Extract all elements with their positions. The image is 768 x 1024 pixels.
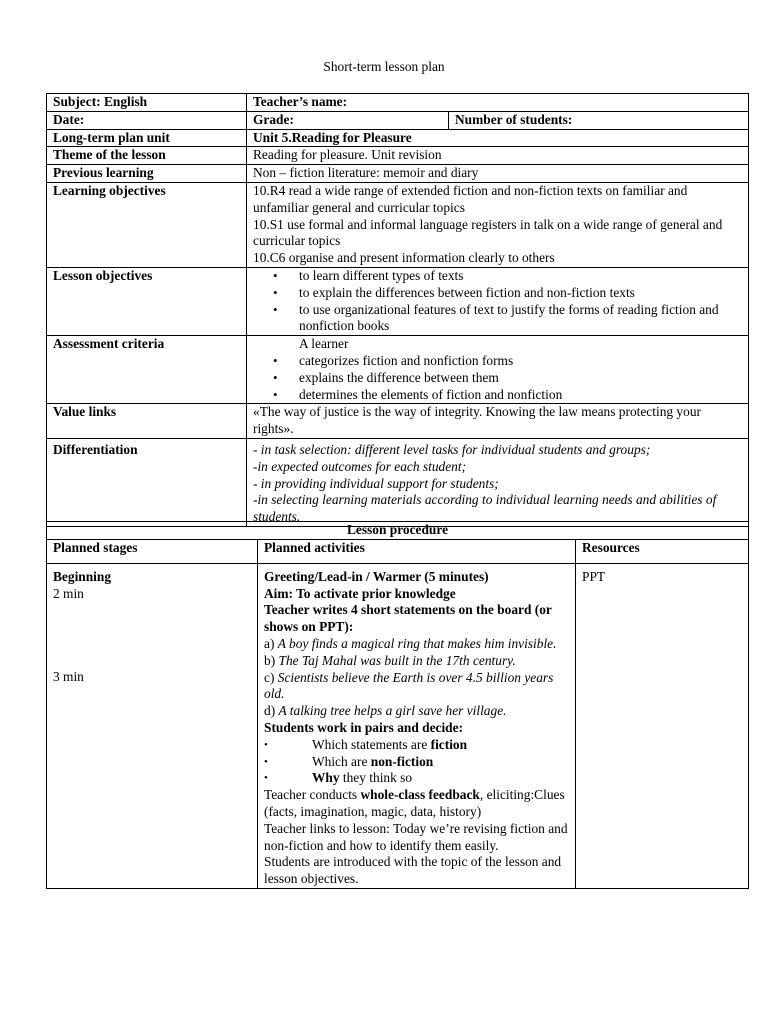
subject-label: Subject: English xyxy=(47,94,247,112)
statement: d) A talking tree helps a girl save her village. xyxy=(264,703,507,719)
assessment-criteria-label: Assessment criteria xyxy=(47,336,247,404)
lesson-objective: • to use organizational features of text to justify the forms of reading fiction and nonfiction books xyxy=(253,302,742,336)
assessment-intro: A learner xyxy=(299,336,349,352)
learning-objectives-value xyxy=(247,182,749,267)
previous-learning-label: Previous learning xyxy=(47,165,247,183)
unit-value: Unit 5.Reading for Pleasure xyxy=(247,129,749,147)
stage-time: 2 min xyxy=(53,585,84,601)
learning-objective: 10.C6 organise and present information clearly to others xyxy=(253,250,555,266)
resource-item: PPT xyxy=(582,568,606,584)
stage-name: Beginning xyxy=(53,568,112,584)
value-links-value: «The way of justice is the way of integrity. Knowing the law means protecting your rights». xyxy=(247,404,749,439)
differentiation-value xyxy=(247,438,749,526)
lesson-objective: • to explain the differences between fiction and non-fiction texts xyxy=(253,285,742,302)
differentiation-line: -in expected outcomes for each student; xyxy=(253,458,467,474)
assessment-criterion: • categorizes fiction and nonfiction forms xyxy=(253,353,742,370)
unit-label: Long-term plan unit xyxy=(47,129,247,147)
theme-value: Reading for pleasure. Unit revision xyxy=(247,147,749,165)
differentiation-line: - in task selection: different level tasks for individual students and groups; xyxy=(253,441,651,457)
learning-objectives-label: Learning objectives xyxy=(47,182,247,267)
planned-stages-header: Planned stages xyxy=(47,539,258,563)
lesson-objectives-value xyxy=(247,267,749,335)
pair-question: • Why they think so xyxy=(264,770,569,787)
activity-title: Greeting/Lead-in / Warmer (5 minutes) xyxy=(264,568,489,584)
lesson-procedure-table xyxy=(46,521,749,889)
assessment-criterion: • explains the difference between them xyxy=(253,370,742,387)
resources-cell xyxy=(576,563,749,888)
lesson-link-text: Teacher links to lesson: Today we’re revising fiction and non-fiction and how to identify them easily. xyxy=(264,820,568,853)
previous-learning-value: Non – fiction literature: memoir and diary xyxy=(247,165,749,183)
pairs-heading: Students work in pairs and decide: xyxy=(264,719,464,735)
statement: b) The Taj Mahal was built in the 17th century. xyxy=(264,652,516,668)
resources-header: Resources xyxy=(576,539,749,563)
learning-objective: 10.R4 read a wide range of extended fiction and non-fiction texts on familiar and unfamiliar general and curricular topics xyxy=(253,182,688,215)
lesson-header-table xyxy=(46,93,749,527)
learning-objective: 10.S1 use formal and informal language registers in talk on a wide range of general and curricular topics xyxy=(253,216,723,249)
grade-label: Grade: xyxy=(247,111,449,129)
lesson-intro-text: Students are introduced with the topic of the lesson and lesson objectives. xyxy=(264,854,562,887)
date-label: Date: xyxy=(47,111,247,129)
stage-time: 3 min xyxy=(53,669,84,685)
number-of-students-label: Number of students: xyxy=(449,111,749,129)
teacher-name-label: Teacher’s name: xyxy=(247,94,749,112)
stage-cell xyxy=(47,563,258,888)
lesson-procedure-heading: Lesson procedure xyxy=(47,522,749,540)
lesson-objective: • to learn different types of texts xyxy=(253,268,742,285)
statement: c) Scientists believe the Earth is over 4.5 billion years old. xyxy=(264,669,554,702)
statement: a) A boy finds a magical ring that makes him invisible. xyxy=(264,635,557,651)
theme-label: Theme of the lesson xyxy=(47,147,247,165)
document-title: Short-term lesson plan xyxy=(323,59,445,74)
activities-cell xyxy=(258,563,576,888)
differentiation-line: - in providing individual support for students; xyxy=(253,475,499,491)
activity-aim: Aim: To activate prior knowledge xyxy=(264,585,456,601)
planned-activities-header: Planned activities xyxy=(258,539,576,563)
lesson-objectives-label: Lesson objectives xyxy=(47,267,247,335)
differentiation-label: Differentiation xyxy=(47,438,247,526)
pair-question: • Which statements are fiction xyxy=(264,737,569,754)
pair-question: • Which are non-fiction xyxy=(264,754,569,771)
assessment-criterion: • determines the elements of fiction and nonfiction xyxy=(253,387,742,404)
feedback-text: Teacher conducts whole-class feedback, eliciting:Clues (facts, imagination, magic, data, history) xyxy=(264,787,565,819)
value-links-label: Value links xyxy=(47,404,247,439)
assessment-criteria-value xyxy=(247,336,749,404)
differentiation-line: -in selecting learning materials according to individual learning needs and abilities of students. xyxy=(253,492,717,525)
activity-teacher-instruction: Teacher writes 4 short statements on the board (or shows on PPT): xyxy=(264,602,552,635)
